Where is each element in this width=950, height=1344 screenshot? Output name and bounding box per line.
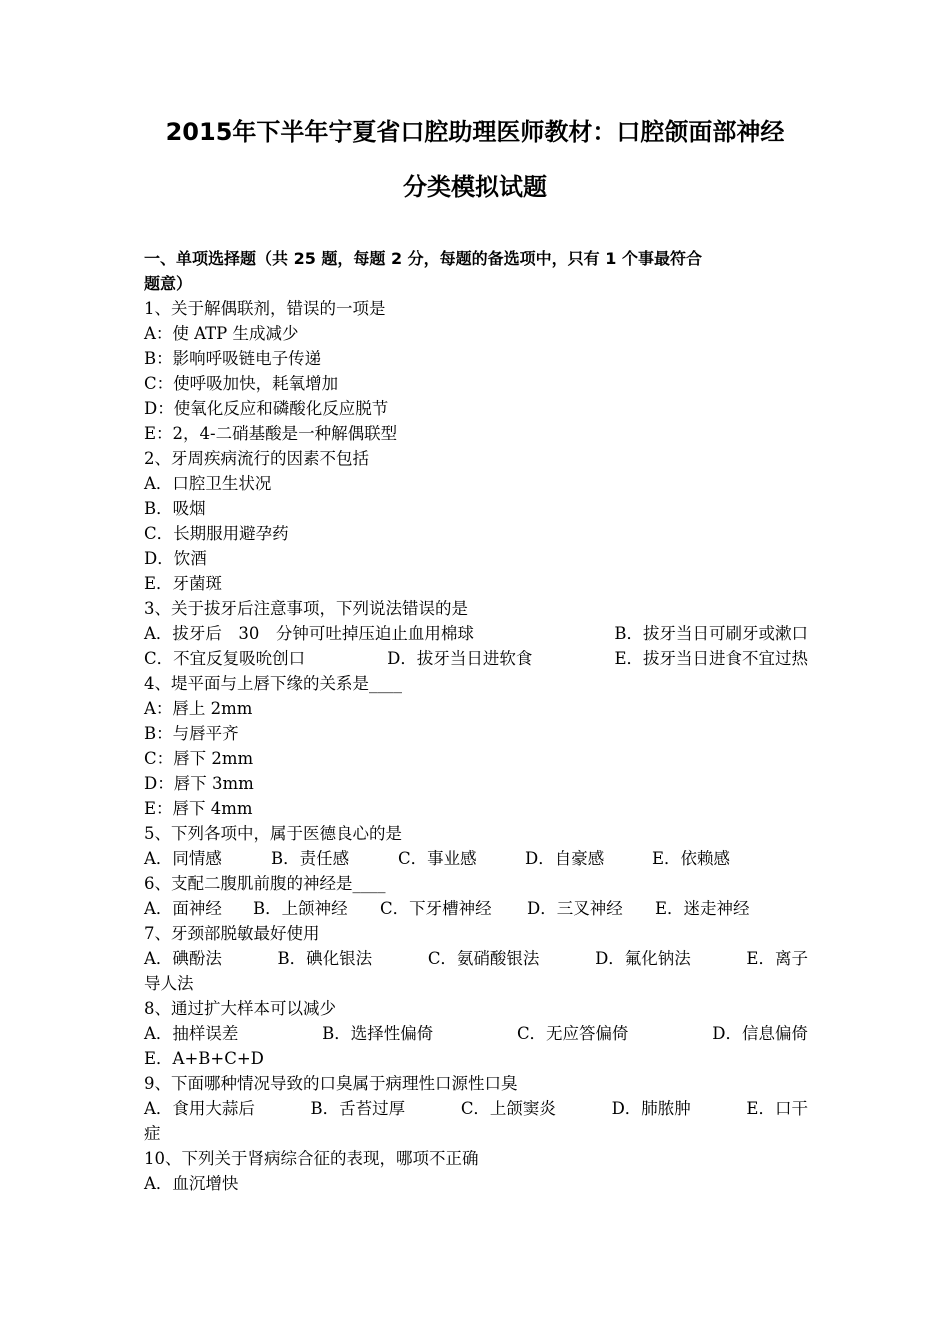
- question-6-option-d: D．三叉神经: [527, 899, 623, 918]
- question-1-option-d: D：使氧化反应和磷酸化反应脱节: [144, 399, 389, 418]
- question-5-option-d: D．自豪感: [525, 849, 605, 868]
- question-6-option-b: B．上颌神经: [253, 899, 348, 918]
- question-3-option-c: C．不宜反复吸吮创口: [144, 649, 306, 668]
- document-body: [144, 246, 808, 1196]
- question-5-options: [144, 846, 808, 871]
- question-3-option-e: E．拔牙当日进食不宜过热: [614, 649, 808, 668]
- question-10-stem: 10、下列关于肾病综合征的表现，哪项不正确: [144, 1149, 479, 1168]
- section-heading-line1: 一、单项选择题（共 25 题，每题 2 分，每题的备选项中，只有 1 个事最符合: [144, 249, 702, 268]
- question-6-stem: 6、支配二腹肌前腹的神经是____: [144, 874, 386, 893]
- question-8-options: [144, 1021, 808, 1046]
- document-title-line1: 2015年下半年宁夏省口腔助理医师教材：口腔颌面部神经: [165, 118, 785, 146]
- question-9-option-b: B．舌苔过厚: [310, 1099, 406, 1118]
- question-1-option-c: C：使呼吸加快，耗氧增加: [144, 374, 339, 393]
- question-4-option-b: B：与唇平齐: [144, 724, 239, 743]
- question-1-option-b: B：影响呼吸链电子传递: [144, 349, 322, 368]
- question-3-option-b: B．拔牙当日可刷牙或漱口: [614, 624, 808, 643]
- question-8-stem: 8、通过扩大样本可以减少: [144, 999, 336, 1018]
- question-2-option-d: D．饮酒: [144, 549, 207, 568]
- question-9-option-c: C．上颌窦炎: [460, 1099, 556, 1118]
- question-7-option-d: D．氟化钠法: [595, 949, 691, 968]
- question-4-option-e: E：唇下 4mm: [144, 799, 253, 818]
- question-4-option-a: A：唇上 2mm: [144, 699, 253, 718]
- question-5-option-a: A．同情感: [144, 849, 222, 868]
- question-4-option-c: C：唇下 2mm: [144, 749, 254, 768]
- question-9-option-e-continued: 症: [144, 1124, 161, 1143]
- question-5-stem: 5、下列各项中，属于医德良心的是: [144, 824, 402, 843]
- question-2-option-b: B．吸烟: [144, 499, 206, 518]
- question-10-option-a: A．血沉增快: [144, 1174, 239, 1193]
- question-5-option-b: B．责任感: [271, 849, 350, 868]
- question-8-option-e: E．A+B+C+D: [144, 1049, 264, 1068]
- question-9-option-e: E．口干: [746, 1099, 808, 1118]
- question-7-option-c: C．氨硝酸银法: [427, 949, 540, 968]
- document-title-line2: 分类模拟试题: [403, 173, 547, 201]
- question-8-option-b: B．选择性偏倚: [322, 1024, 434, 1043]
- question-2-stem: 2、牙周疾病流行的因素不包括: [144, 449, 369, 468]
- question-9-option-d: D．肺脓肿: [611, 1099, 691, 1118]
- question-4-stem: 4、堤平面与上唇下缘的关系是____: [144, 674, 402, 693]
- question-3-stem: 3、关于拔牙后注意事项，下列说法错误的是: [144, 599, 468, 618]
- question-4-option-d: D：唇下 3mm: [144, 774, 254, 793]
- question-1-option-e: E：2，4-二硝基酸是一种解偶联型: [144, 424, 398, 443]
- question-9-options: [144, 1096, 808, 1121]
- question-8-option-d: D．信息偏倚: [712, 1024, 808, 1043]
- question-1-stem: 1、关于解偶联剂，错误的一项是: [144, 299, 386, 318]
- question-3-option-a: A．拔牙后 30 分钟可吐掉压迫止血用棉球: [144, 624, 474, 643]
- question-3-option-d: D．拔牙当日进软食: [387, 649, 533, 668]
- question-7-options: [144, 946, 808, 971]
- question-2-option-e: E．牙菌斑: [144, 574, 223, 593]
- question-7-option-b: B．碘化银法: [277, 949, 373, 968]
- question-3-options-row2: [144, 646, 808, 671]
- question-1-option-a: A：使 ATP 生成减少: [144, 324, 299, 343]
- question-7-option-e-continued: 导人法: [144, 974, 194, 993]
- question-7-option-a: A．碘酚法: [144, 949, 222, 968]
- question-6-option-a: A．面神经: [144, 899, 222, 918]
- question-7-option-e: E．离子: [746, 949, 808, 968]
- question-5-option-e: E．依赖感: [652, 849, 731, 868]
- question-6-options: [144, 896, 808, 921]
- question-9-stem: 9、下面哪种情况导致的口臭属于病理性口源性口臭: [144, 1074, 518, 1093]
- question-2-option-c: C．长期服用避孕药: [144, 524, 289, 543]
- question-8-option-a: A．抽样误差: [144, 1024, 239, 1043]
- question-3-options-row1: [144, 621, 808, 646]
- question-6-option-e: E．迷走神经: [655, 899, 750, 918]
- question-2-option-a: A．口腔卫生状况: [144, 474, 272, 493]
- question-5-option-c: C．事业感: [398, 849, 477, 868]
- question-8-option-c: C．无应答偏倚: [516, 1024, 629, 1043]
- question-9-option-a: A．食用大蒜后: [144, 1099, 255, 1118]
- question-7-stem: 7、牙颈部脱敏最好使用: [144, 924, 320, 943]
- question-6-option-c: C．下牙槽神经: [380, 899, 492, 918]
- section-heading-line2: 题意）: [144, 274, 193, 293]
